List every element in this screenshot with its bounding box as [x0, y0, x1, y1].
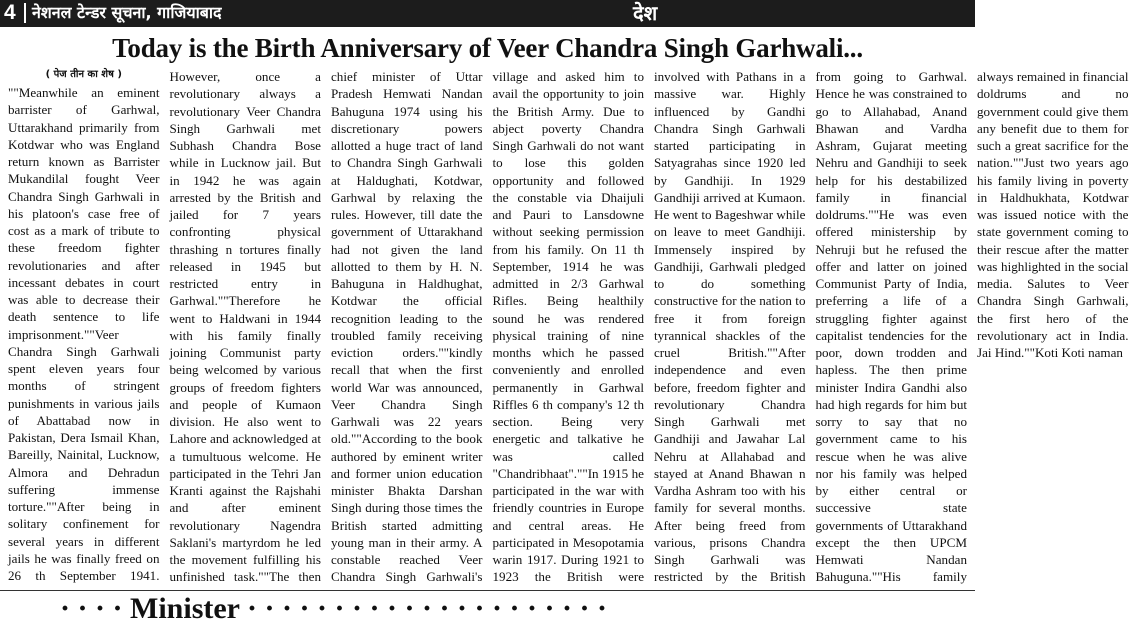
page-header-bar [0, 0, 975, 27]
next-article-headline [0, 588, 975, 625]
section-name: नेशनल टेन्डर सूचना, गाजियाबाद [32, 3, 222, 22]
continued-from-label: ( पेज तीन का शेष ) [45, 69, 122, 80]
page-number: 4 [4, 1, 16, 24]
article-paragraph: ""Meanwhile an eminent barrister of Garhwal, Uttarakhand primarily from Kotdwar who was England return known as Barrister Mukandilal fought Veer Chandra Singh Garhwali in his platoon's case free of cost as a mark of tribute to these freedom fighter revolutionaries and after incessant debates in court was able to decrease their death sentence to life imprisonment.""Veer Chandra Singh Garhwali spent eleven years four months of stringent punishments in various jails of Abattabad now in Pakistan, Dera Ismail Khan, Bareilly, Nainital, Lucknow, Almora and Dehradun suffering immense torture.""After being in solitary confinement for several years in different jails he was finally freed on 26 th September 1941. However, once a revolutionary always a revolutionary Veer Chandra Singh Garhwali met Subhash Chandra Bose while in Lucknow jail. But in 1942 he was again arrested by the British and jailed for 7 years confronting physical thrashing n tortures finally released in 1945 but restricted entry in Garhwal.""Therefore he went to Haldwani in 1944 with his family finally joining Communist party being welcomed by various groups of freedom fighters and people of Kumaon division. He also went to Lahore and acknowledged at a tumultuous welcome. He participated in the Tehri Jan Kranti against the Rajshahi and after eminent revolutionary Nagendra Saklani's martyrdom he led the movement fulfilling his unfinished task.""The then chief minister of Uttar Pradesh Hemwati Nandan Bahuguna 1974 using his discretionary powers allotted a huge tract of land to Chandra Singh Garhwali at Haldughati, Kotdwar, Garhwal by relaxing the rules. However, till date the government of Uttarakhand had not given the land allotted to them by H. N. Bahuguna in Haldhughat, Kotdwar the official recognition leading to the troubled family receiving eviction orders.""kindly recall that when the first world War was announced, Veer Chandra Singh Garhwali was 22 years old.""According to the book authored by eminent writer and former union education minister Bhakta Darshan Singh during those times the British started admitting young man in their army. A constable reached Veer Chandra Singh Garhwali's village and asked him to avail the opportunity to join the British Army. Due to abject poverty Chandra Singh Garhwali do not want to lose this golden opportunity and followed the constable via Dhaijuli and Pauri to Lansdowne without seeking permission from his family. On 11 th September, 1914 he was admitted in 2/3 Garhwal Rifles. Being healthily sound he was rendered physical training of nine months which he passed conveniently and enrolled permanently in Garhwal Riffles 6 th company's 12 th section. Being very energetic and talkative he was called "Chandribhaat".""In 1915 he participated in the war with friendly countries in Europe and central areas. He participated in Mesopotamia warin 1917. During 1921 to 1923 the British were involved with Pathans in a massive war. Highly influenced by Gandhi Chandra Singh Garhwali started participating in Satyagrahas since 1920 led by Gandhiji. In 1929 Gandhiji arrived at Kumaon. He went to Bageshwar while on leave to meet Gandhiji. Immensely inspired by Gandhiji, Garhwali pledged to do something constructive for the nation to free it from foreign tyrannical shackles of the cruel British.""After independence and even before, freedom fighter and revolutionary Chandra Singh Garhwali met Gandhiji and Jawahar Lal Nehru at Allahabad and stayed at Anand Bhawan n Vardha Ashram too with his family for several months. After being freed from various, prisons Chandra Singh Garhwali was restricted by the British from going to Garhwal. Hence he was constrained to go to Allahabad, Anand Bhawan and Vardha Ashram, Gujarat meeting Nehru and Gandhiji to seek help for his destabilized family in financial doldrums.""He was even offered ministership by Nehruji but he refused the offer and latter on joined Communist Party of India, preferring a life of a struggling fighter against capitalist tendencies for the poor, down trodden and hapless. The then prime minister Indira Gandhi also had high regards for him but sorry to say that no government came to his rescue when he was alive nor his family was helped by either central or successive state governments of Uttarakhand except the then UPCM Hemwati Nandan Bahuguna.""His family always remained in financial doldrums and no government could give them any benefit due to them for such a great sacrifice for the nation.""Just two years ago his family living in poverty in Haldhukhata, Kotdwar was issued notice with the state government coming to their rescue after the matter was highlighted in the social media. Salutes to Veer Chandra Singh Garhwali, the first hero of the revolutionary act in India. Jai Hind.""Koti Koti naman [8, 69, 1129, 585]
section-tag: देश [633, 1, 658, 25]
article-body [8, 68, 1129, 587]
header-separator [24, 3, 26, 23]
article-headline: Today is the Birth Anniversary of Veer Chandra Singh Garhwali... [112, 33, 863, 63]
next-headline-text: · · · · Minister · · · · · · · · · · · · · · · · · · · · · [60, 592, 608, 625]
